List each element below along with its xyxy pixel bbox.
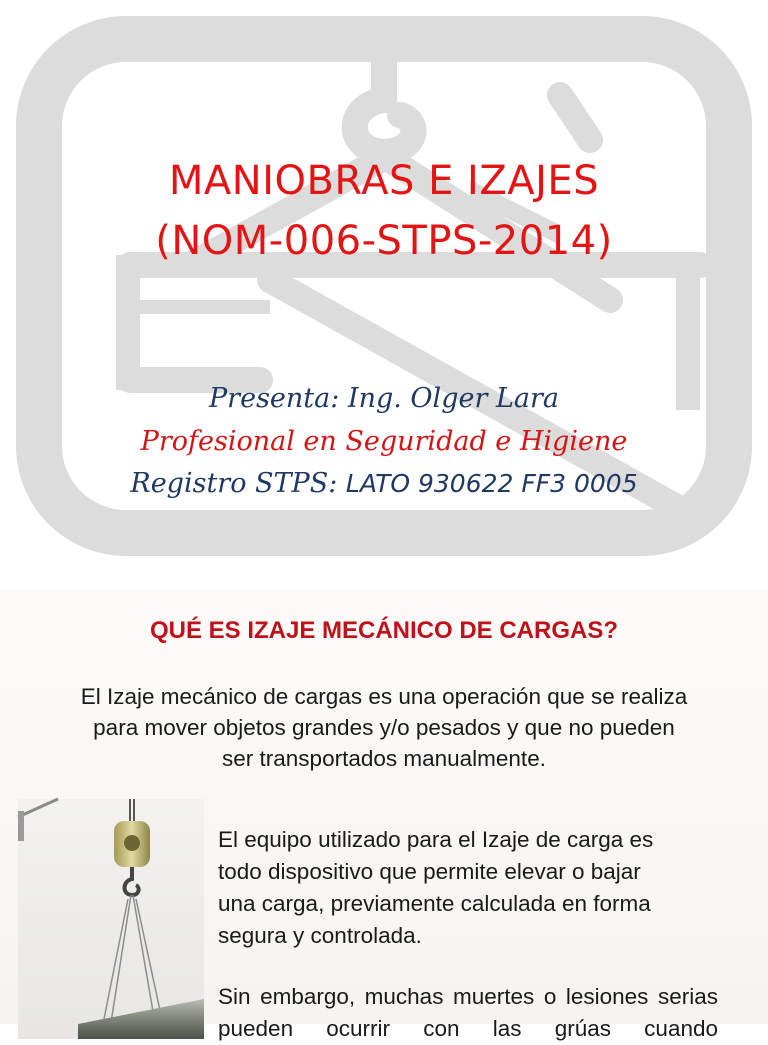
registro-number: LATO 930622 FF3 0005 (345, 469, 638, 498)
registro-line (0, 468, 768, 499)
equipment-paragraph: El equipo utilizado para el Izaje de carga es todo dispositivo que permite elevar o bajar una carga, previamente calculada en forma segura y controlada. (218, 827, 654, 948)
profession-line: Profesional en Seguridad e Higiene (140, 426, 628, 457)
slide-divider (0, 575, 768, 589)
registro-label: Registro STPS: (130, 468, 346, 499)
crane-hook-photo (18, 799, 204, 1039)
content-slide (0, 589, 768, 1041)
intro-paragraph: El Izaje mecánico de cargas es una operación que se realiza para mover objetos grandes y/o pesados y que no pueden ser transportados manualmente. (80, 684, 688, 771)
title-line-2: (NOM-006-STPS-2014) (155, 218, 613, 264)
warning-paragraph: Sin embargo, muchas muertes o lesiones serias pueden ocurrir con las grúas cuando (218, 984, 718, 1041)
presenter-line: Presenta: Ing. Olger Lara (209, 383, 559, 414)
slide-heading: QUÉ ES IZAJE MECÁNICO DE CARGAS? (149, 617, 619, 644)
title-line-1: MANIOBRAS E IZAJES (168, 158, 600, 204)
